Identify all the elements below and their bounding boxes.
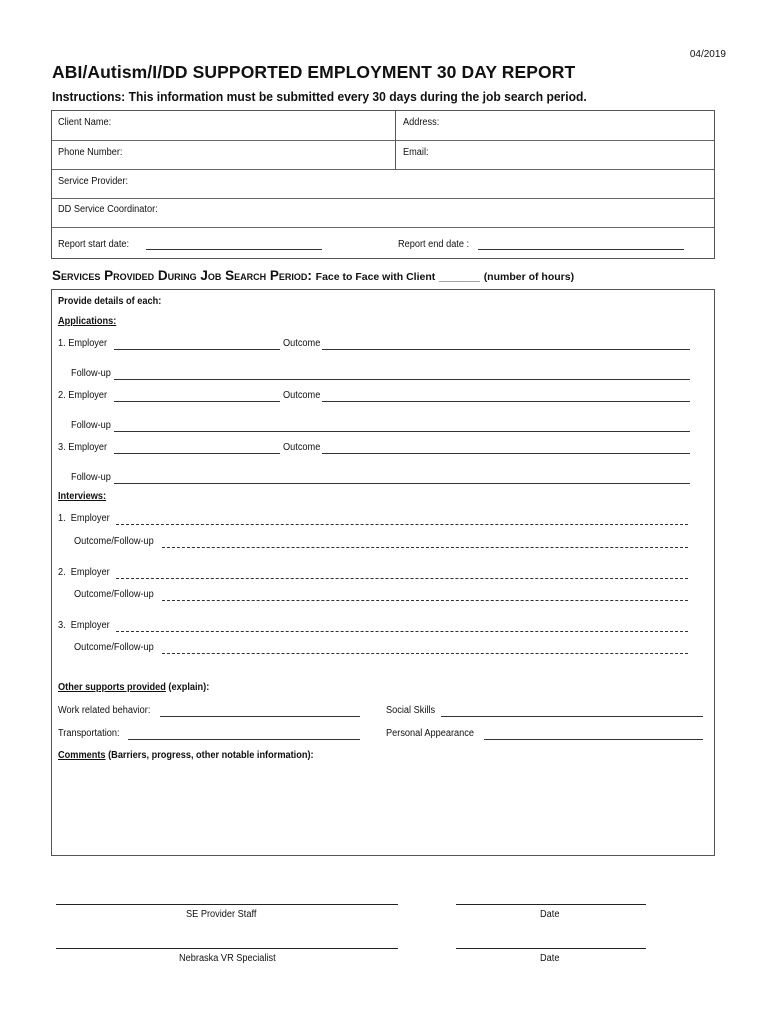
int-2-outcome-label: Outcome/Follow-up [74,589,154,600]
comments-heading: Comments (Barriers, progress, other notable information): [58,750,314,761]
int-3-employer-label: 3. Employer [58,620,110,631]
se-staff-label: SE Provider Staff [186,909,257,920]
app-2-outcome-label: Outcome [283,390,321,401]
dd-coordinator-field[interactable]: DD Service Coordinator: [58,204,158,215]
phone-field[interactable]: Phone Number: [58,147,123,158]
app-3-outcome-line[interactable] [322,453,690,454]
transportation-label: Transportation: [58,728,120,739]
instructions-text: Instructions: This information must be submitted every 30 days during the job search period. [52,89,587,104]
social-skills-label: Social Skills [386,705,436,716]
app-3-outcome-label: Outcome [283,442,321,453]
address-field[interactable]: Address: [403,117,440,128]
date-2-label: Date [540,953,560,964]
comments-area[interactable] [56,766,708,850]
email-field[interactable]: Email: [403,147,429,158]
int-1-employer-line[interactable] [116,524,688,525]
app-2-outcome-line[interactable] [322,401,690,402]
int-3-outcome-label: Outcome/Follow-up [74,642,154,653]
app-3-followup-line[interactable] [114,483,690,484]
app-2-employer-label: 2. Employer [58,390,108,401]
interviews-heading: Interviews: [58,491,107,502]
hours-label: (number of hours) [483,271,575,283]
transportation-line[interactable] [128,739,360,740]
social-skills-line[interactable] [441,716,703,717]
personal-appearance-line[interactable] [484,739,703,740]
client-info-table [51,110,715,259]
app-1-followup-line[interactable] [114,379,690,380]
provide-details-label: Provide details of each: [58,296,162,307]
app-3-followup-label: Follow-up [71,472,111,483]
int-1-employer-label: 1. Employer [58,513,110,524]
personal-appearance-label: Personal Appearance [386,728,474,739]
app-1-outcome-line[interactable] [322,349,690,350]
date-2-line[interactable] [456,948,646,949]
app-1-employer-line[interactable] [114,349,280,350]
app-3-employer-line[interactable] [114,453,280,454]
other-supports-heading: Other supports provided (explain): [58,682,210,693]
face-to-face-label: Face to Face with Client [315,271,436,283]
client-name-field[interactable]: Client Name: [58,117,112,128]
app-2-followup-line[interactable] [114,431,690,432]
se-staff-signature-line[interactable] [56,904,398,905]
int-2-outcome-line[interactable] [162,600,688,601]
int-3-outcome-line[interactable] [162,653,688,654]
app-1-followup-label: Follow-up [71,368,111,379]
vr-specialist-label: Nebraska VR Specialist [179,953,276,964]
services-heading: Services Provided During Job Search Period: Face to Face with Client _______ (number of hours) [52,268,575,283]
report-end-label: Report end date : [398,239,470,250]
page-title: ABI/Autism/I/DD SUPPORTED EMPLOYMENT 30 DAY REPORT [52,62,576,82]
int-1-outcome-label: Outcome/Follow-up [74,536,154,547]
int-3-employer-line[interactable] [116,631,688,632]
app-2-employer-line[interactable] [114,401,280,402]
report-start-line[interactable] [146,249,322,250]
work-behavior-label: Work related behavior: [58,705,151,716]
hours-blank[interactable]: _______ [439,271,480,283]
report-start-label: Report start date: [58,239,130,250]
app-3-employer-label: 3. Employer [58,442,108,453]
int-1-outcome-line[interactable] [162,547,688,548]
int-2-employer-line[interactable] [116,578,688,579]
app-1-employer-label: 1. Employer [58,338,108,349]
report-end-line[interactable] [478,249,684,250]
app-2-followup-label: Follow-up [71,420,111,431]
work-behavior-line[interactable] [160,716,360,717]
date-1-label: Date [540,909,560,920]
app-1-outcome-label: Outcome [283,338,321,349]
service-provider-field[interactable]: Service Provider: [58,176,129,187]
revision-date: 04/2019 [689,49,726,60]
vr-specialist-signature-line[interactable] [56,948,398,949]
applications-heading: Applications: [58,316,117,327]
int-2-employer-label: 2. Employer [58,567,110,578]
date-1-line[interactable] [456,904,646,905]
